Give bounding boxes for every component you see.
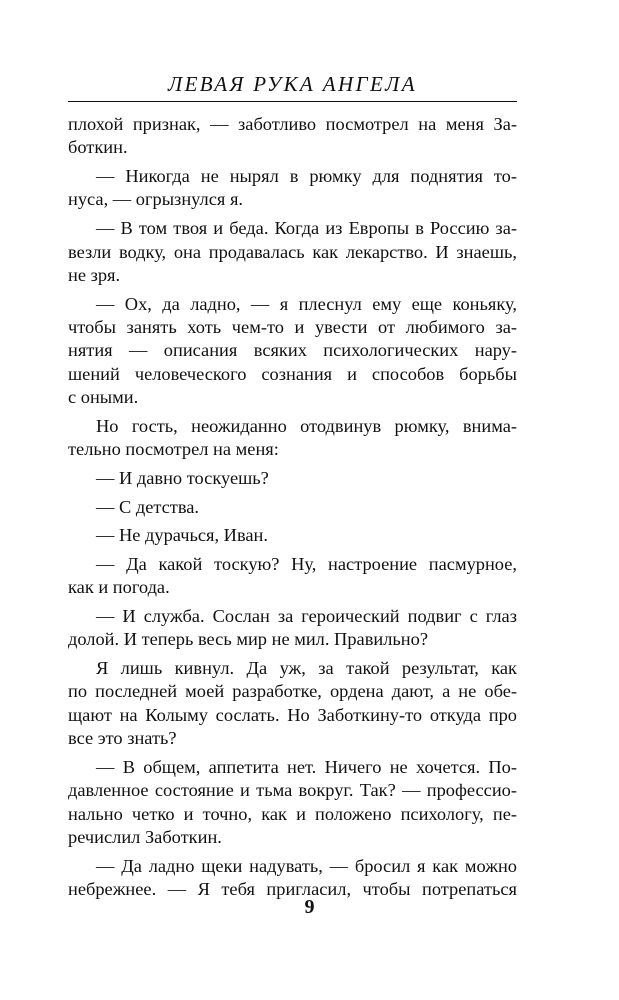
text-line: долой. И теперь весь мир не мил. Правильно?: [68, 629, 428, 650]
paragraph: [68, 165, 517, 212]
text-line: — И давно тоскуешь?: [96, 467, 269, 488]
paragraph: [68, 657, 517, 750]
text-line: речислил Заботкин.: [68, 826, 222, 847]
text-line: — И служба. Сослан за героический подвиг с глаз: [96, 606, 517, 627]
paragraph: [68, 756, 517, 849]
text-line: по последней моей разработке, ордена дают, а не обе-: [68, 681, 517, 702]
running-head-title: ЛЕВАЯ РУКА АНГЕЛА: [167, 72, 418, 96]
paragraph: [68, 113, 517, 160]
text-line: нятия — описания всяких психологических нару-: [68, 340, 517, 361]
text-line: — Не дурачься, Иван.: [96, 525, 268, 546]
text-line: плохой признак, — заботливо посмотрел на меня За-: [68, 114, 517, 134]
text-line: нуса, — огрызнулся я.: [68, 189, 244, 210]
text-line: шений человеческого сознания и способов борьбы: [68, 363, 517, 384]
body-text: [68, 113, 517, 901]
text-line: Я лишь кивнул. Да уж, за такой результат, как: [96, 658, 517, 679]
text-line: везли водку, она продавалась как лекарство. И знаешь,: [68, 241, 517, 262]
text-line: нально четко и точно, как и положено психологу, пе-: [68, 803, 517, 824]
text-line: Но гость, неожиданно отодвинув рюмку, внима-: [96, 415, 517, 436]
text-line: — В общем, аппетита нет. Ничего не хочется. По-: [96, 756, 517, 777]
text-line: с оными.: [68, 386, 139, 407]
text-line: — Ох, да ладно, — я плеснул ему еще коньяку,: [96, 293, 517, 314]
text-line: — С детства.: [96, 496, 200, 517]
text-line: — В том твоя и беда. Когда из Европы в Россию за-: [96, 218, 517, 239]
text-line: давленное состояние и тьма вокруг. Так? — профессио-: [68, 780, 517, 801]
paragraph: [68, 293, 517, 410]
page-number: 9: [304, 896, 315, 918]
paragraph: [68, 415, 517, 462]
paragraph: [68, 553, 517, 600]
text-line: тельно посмотрел на меня:: [68, 439, 279, 460]
text-line: — Никогда не нырял в рюмку для поднятия то-: [96, 166, 517, 187]
text-line: щают на Колыму сослать. Но Заботкину-то откуда про: [68, 704, 517, 725]
text-line: боткин.: [68, 137, 128, 158]
paragraph: [68, 605, 517, 652]
text-line: небрежнее. — Я тебя пригласил, чтобы потрепаться: [68, 879, 517, 899]
text-line: не зря.: [68, 264, 121, 285]
text-line: как и погода.: [68, 577, 170, 598]
paragraph: [68, 524, 517, 547]
paragraph: [68, 496, 517, 519]
paragraph: [68, 217, 517, 287]
text-line: — Да какой тоскую? Ну, настроение пасмурное,: [96, 553, 517, 574]
paragraph: [68, 467, 517, 490]
text-line: чтобы занять хоть чем-то и увести от любимого за-: [68, 316, 517, 337]
text-line: все это знать?: [68, 728, 177, 749]
header-rule: [68, 101, 517, 102]
text-line: — Да ладно щеки надувать, — бросил я как можно: [96, 855, 517, 876]
